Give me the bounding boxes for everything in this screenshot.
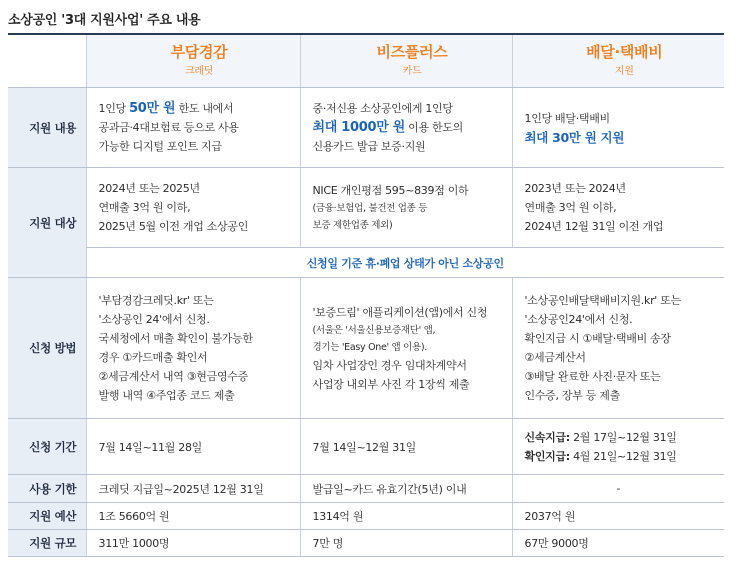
col-3-subtitle: 지원	[614, 66, 634, 77]
row-label-target: 지원 대상	[8, 168, 86, 278]
scale-cell-2: 7만 명	[300, 530, 512, 557]
content-2-post: 이용 한도의	[404, 121, 463, 134]
apply-1-line-2: '소상공인 24'에서 신청.	[98, 313, 210, 326]
table-header-row	[8, 34, 724, 88]
target-1-line-3: 2025년 5월 이전 개업 소상공인	[98, 220, 249, 233]
table-row-target	[8, 168, 724, 248]
content-3-line-1: 1인당 배달·택배비	[524, 111, 610, 125]
apply-1-line-1: '부담경감크레딧.kr' 또는	[98, 294, 214, 307]
apply-3-line-1: '소상공인배달택배비지원.kr' 또는	[524, 294, 681, 307]
row-label-budget: 지원 예산	[8, 503, 86, 530]
header-col-3	[512, 34, 724, 88]
row-label-usage: 사용 기한	[8, 475, 86, 503]
content-2-amount: 최대 1000만 원	[312, 120, 405, 135]
budget-cell-1: 1조 5660억 원	[86, 503, 300, 530]
usage-cell-2: 발급일~카드 유효기간(5년) 이내	[300, 475, 512, 503]
apply-3-line-5: ③배달 완료한 사진·문자 또는	[524, 370, 661, 383]
target-2-line-3: 보증 제한업종 제외)	[312, 220, 393, 231]
period-3-fast-tag: 신속지급:	[524, 430, 570, 444]
target-2-line-2: (금융·보험업, 불건전 업종 등	[312, 203, 428, 214]
target-notice: 신청일 기준 휴·폐업 상태가 아닌 소상공인	[86, 248, 724, 278]
target-3-line-3: 2024년 12월 31일 이전 개업	[524, 220, 664, 233]
period-3-confirm-tag: 확인지급:	[524, 449, 570, 463]
table-row-apply-method	[8, 278, 724, 419]
content-1-post: 한도 내에서	[175, 102, 234, 115]
apply-2-line-1: '보증드림' 애플리케이션(앱)에서 신청	[312, 305, 488, 319]
row-label-period: 신청 기간	[8, 419, 86, 475]
apply-3-line-2: '소상공인24'에서 신청.	[524, 313, 633, 326]
table-row-target-notice	[8, 248, 724, 278]
content-cell-1	[86, 88, 300, 168]
row-label-scale: 지원 규모	[8, 530, 86, 557]
content-1-line-2: 공과금·4대보험료 등으로 사용	[98, 121, 239, 134]
apply-1-line-6: 발행 내역 ④주업종 코드 제출	[98, 389, 235, 402]
period-3-fast-value: 2월 17일~12월 31일	[569, 430, 677, 444]
budget-cell-2: 1314억 원	[300, 503, 512, 530]
table-row-usage	[8, 475, 724, 503]
support-programs-table	[8, 33, 724, 557]
scale-cell-3: 67만 9000명	[512, 530, 724, 557]
table-row-budget	[8, 503, 724, 530]
table-row-scale	[8, 530, 724, 557]
content-1-pre: 1인당	[98, 102, 130, 115]
table-row-period	[8, 419, 724, 475]
period-cell-1: 7월 14일~11월 28일	[86, 419, 300, 475]
apply-1-line-4: 경우 ①카드매출 확인서	[98, 351, 208, 364]
col-2-subtitle: 카드	[402, 66, 422, 77]
content-2-line-3: 신용카드 발급 보증·지원	[312, 140, 426, 153]
content-1-amount: 50만 원	[129, 101, 176, 116]
page-title: 소상공인 '3대 지원사업' 주요 내용	[8, 13, 201, 28]
apply-2-line-3: 경기는 'Easy One' 앱 이용).	[312, 341, 428, 353]
apply-1-line-3: 국세청에서 매출 확인이 불가능한	[98, 332, 253, 345]
table-row-content	[8, 88, 724, 168]
content-1-line-3: 가능한 디지털 포인트 지급	[98, 140, 222, 153]
target-1-line-1: 2024년 또는 2025년	[98, 182, 200, 195]
apply-3-line-4: ②세금계산서	[524, 351, 586, 364]
target-cell-1	[86, 168, 300, 248]
usage-cell-1: 크레딧 지급일~2025년 12월 31일	[86, 475, 300, 503]
col-1-title: 부담경감	[170, 43, 228, 61]
target-3-line-2: 연매출 3억 원 이하,	[524, 201, 617, 214]
col-2-title: 비즈플러스	[376, 43, 448, 61]
header-corner-cell	[8, 34, 86, 88]
apply-2-line-2: (서울은 '서울신용보증재단' 앱,	[312, 324, 436, 336]
row-label-content: 지원 내용	[8, 88, 86, 168]
col-3-title: 배달·택배비	[586, 43, 663, 61]
apply-2-line-4: 임차 사업장인 경우 임대차계약서	[312, 358, 467, 372]
apply-2-line-5: 사업장 내외부 사진 각 1장씩 제출	[312, 377, 470, 391]
row-label-apply-method: 신청 방법	[8, 278, 86, 419]
period-3-confirm-value: 4월 21일~12월 31일	[569, 449, 677, 463]
apply-1-line-5: ②세금계산서 내역 ③현금영수증	[98, 370, 248, 383]
apply-cell-3	[512, 278, 724, 419]
content-3-amount: 최대 30만 원 지원	[524, 129, 625, 145]
target-cell-3	[512, 168, 724, 248]
apply-3-line-6: 인수증, 장부 등 제출	[524, 389, 620, 402]
apply-cell-1	[86, 278, 300, 419]
col-1-subtitle: 크레딧	[184, 66, 214, 77]
target-2-line-1: NICE 개인평점 595~839점 이하	[312, 184, 469, 197]
period-cell-2: 7월 14일~12월 31일	[300, 419, 512, 475]
content-cell-2	[300, 88, 512, 168]
apply-3-line-3: 확인지급 시 ①배달·택배비 송장	[524, 332, 671, 345]
content-cell-3	[512, 88, 724, 168]
budget-cell-3: 2037억 원	[512, 503, 724, 530]
scale-cell-1: 311만 1000명	[86, 530, 300, 557]
header-col-2	[300, 34, 512, 88]
period-cell-3	[512, 419, 724, 475]
content-2-line-1: 중·저신용 소상공인에게 1인당	[312, 102, 453, 115]
target-1-line-2: 연매출 3억 원 이하,	[98, 201, 191, 214]
usage-cell-3: -	[512, 475, 724, 503]
target-3-line-1: 2023년 또는 2024년	[524, 182, 626, 195]
apply-cell-2	[300, 278, 512, 419]
target-cell-2	[300, 168, 512, 248]
header-col-1	[86, 34, 300, 88]
